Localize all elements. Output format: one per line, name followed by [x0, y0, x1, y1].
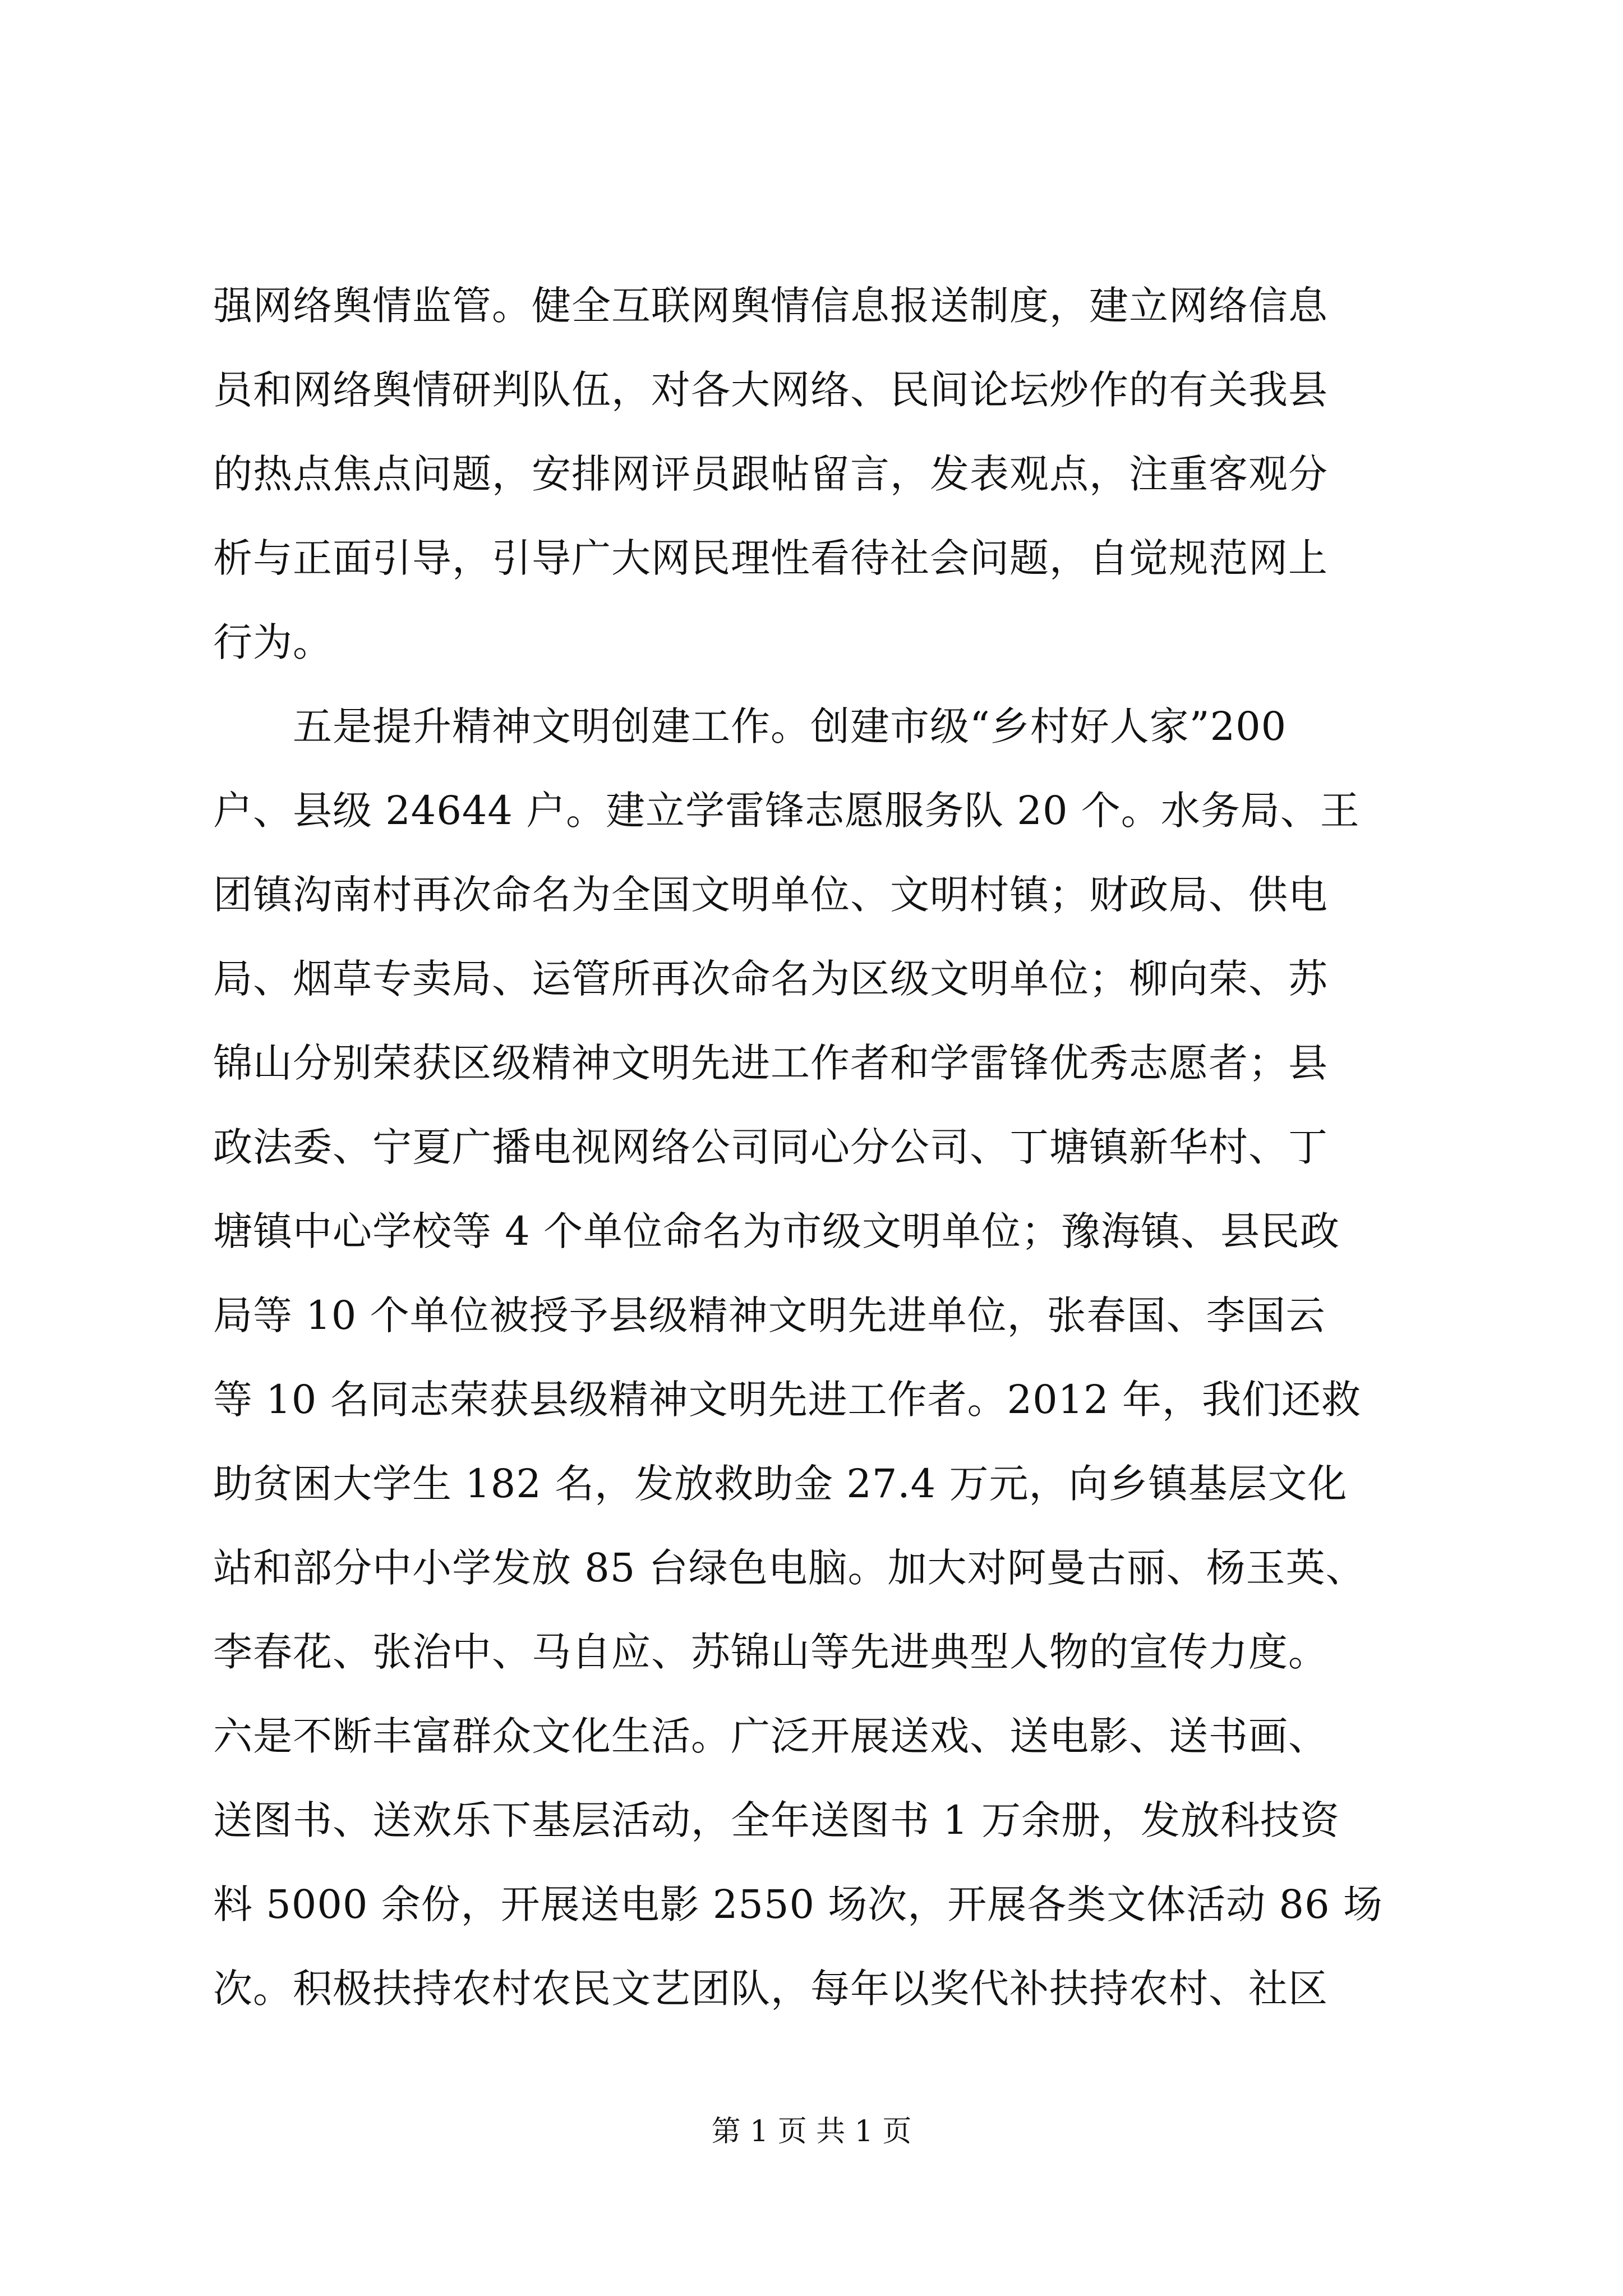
text-line: 的热点焦点问题，安排网评员跟帖留言，发表观点，注重客观分 [213, 451, 1328, 497]
text-line: 助贫困大学生 182 名，发放救助金 27.4 万元，向乡镇基层文化 [213, 1461, 1348, 1507]
page-footer: 第 1 页 共 1 页 [711, 2115, 912, 2148]
text-line: 等 10 名同志荣获县级精神文明先进工作者。2012 年，我们还救 [213, 1377, 1361, 1423]
text-line: 站和部分中小学发放 85 台绿色电脑。加大对阿曼古丽、杨玉英、 [213, 1545, 1366, 1591]
text-line: 六是不断丰富群众文化生活。广泛开展送戏、送电影、送书画、 [213, 1713, 1328, 1759]
text-line: 局等 10 个单位被授予县级精神文明先进单位，张春国、李国云 [213, 1292, 1326, 1338]
text-line: 送图书、送欢乐下基层活动，全年送图书 1 万余册，发放科技资 [213, 1797, 1340, 1843]
text-line: 次。积极扶持农村农民文艺团队，每年以奖代补扶持农村、社区 [213, 1966, 1328, 2012]
text-line: 五是提升精神文明创建工作。创建市级“乡村好人家”200 [213, 703, 1287, 749]
text-line: 员和网络舆情研判队伍，对各大网络、民间论坛炒作的有关我县 [213, 367, 1328, 413]
text-line: 强网络舆情监管。健全互联网舆情信息报送制度，建立网络信息 [213, 283, 1328, 329]
body-text [213, 264, 1413, 2031]
text-line: 行为。 [213, 619, 333, 665]
text-line: 塘镇中心学校等 4 个单位命名为市级文明单位；豫海镇、县民政 [213, 1208, 1340, 1254]
text-line: 局、烟草专卖局、运管所再次命名为区级文明单位；柳向荣、苏 [213, 956, 1328, 1002]
text-line: 析与正面引导，引导广大网民理性看待社会问题，自觉规范网上 [213, 535, 1328, 581]
text-line: 料 5000 余份，开展送电影 2550 场次，开展各类文体活动 86 场 [213, 1881, 1383, 1927]
text-line: 李春花、张治中、马自应、苏锦山等先进典型人物的宣传力度。 [213, 1629, 1328, 1675]
text-line: 政法委、宁夏广播电视网络公司同心分公司、丁塘镇新华村、丁 [213, 1124, 1328, 1170]
text-line: 团镇沟南村再次命名为全国文明单位、文明村镇；财政局、供电 [213, 872, 1328, 918]
text-line: 户、县级 24644 户。建立学雷锋志愿服务队 20 个。水务局、王 [213, 788, 1360, 834]
text-line: 锦山分别荣获区级精神文明先进工作者和学雷锋优秀志愿者；县 [213, 1040, 1328, 1086]
